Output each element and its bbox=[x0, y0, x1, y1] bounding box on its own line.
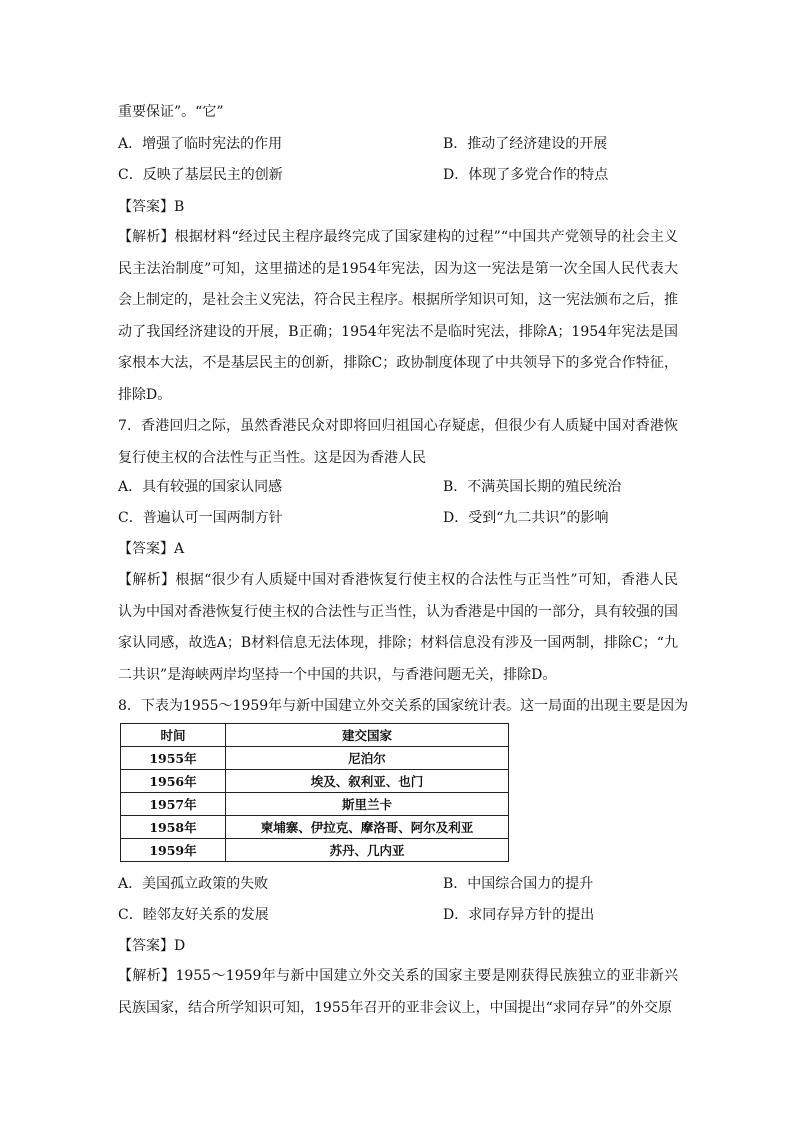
table-row bbox=[121, 839, 509, 862]
q8-option-d: D．求同存异方针的提出 bbox=[443, 907, 595, 923]
q6-option-c: C．反映了基层民主的创新 bbox=[118, 167, 283, 183]
cell-year: 1955年 bbox=[121, 747, 226, 770]
q8-analysis: 【解析】1955～1959年与新中国建立外交关系的国家主要是刚获得民族独立的亚非新兴民族国家，结合所学知识可知，1955年召开的亚非会议上，中国提出“求同存异”的外交原 bbox=[118, 968, 678, 1016]
q6-option-b: B．推动了经济建设的开展 bbox=[443, 136, 608, 152]
header-time: 时间 bbox=[121, 724, 226, 747]
cell-countries: 埃及、叙利亚、也门 bbox=[226, 770, 509, 793]
q8-option-c: C．睦邻友好关系的发展 bbox=[118, 907, 269, 923]
cell-countries: 尼泊尔 bbox=[226, 747, 509, 770]
q6-answer: 【答案】B bbox=[118, 199, 185, 215]
table-row bbox=[121, 747, 509, 770]
cell-year: 1957年 bbox=[121, 793, 226, 816]
cell-countries: 苏丹、几内亚 bbox=[226, 839, 509, 862]
q8-option-a: A．美国孤立政策的失败 bbox=[118, 876, 269, 892]
q6-option-a: A．增强了临时宪法的作用 bbox=[118, 136, 283, 152]
cell-countries: 斯里兰卡 bbox=[226, 793, 509, 816]
q6-option-d: D．体现了多党合作的特点 bbox=[443, 167, 609, 183]
cell-year: 1959年 bbox=[121, 839, 226, 862]
q8-stem: 8．下表为1955～1959年与新中国建立外交关系的国家统计表。这一局面的出现主要是因为 bbox=[118, 698, 689, 714]
q7-option-b: B．不满英国长期的殖民统治 bbox=[443, 479, 622, 495]
q8-option-b: B．中国综合国力的提升 bbox=[443, 876, 594, 892]
q7-answer: 【答案】A bbox=[118, 541, 185, 557]
header-countries: 建交国家 bbox=[226, 724, 509, 747]
q6-analysis: 【解析】根据材料“经过民主程序最终完成了国家建构的过程”“中国共产党领导的社会主义民主法治制度”可知，这里描述的是1954年宪法，因为这一宪法是第一次全国人民代表大会上制定的，是社会主义宪法，符合民主程序。根据所学知识可知，这一宪法颁布之后，推动了我国经济建设的开展，B正确；1954年宪法不是临时宪法，排除A；1954年宪法是国家根本大法，不是基层民主的创新，排除C；政协制度体现了中共领导下的多党合作特征，排除D。 bbox=[118, 229, 678, 403]
q8-answer: 【答案】D bbox=[118, 938, 186, 954]
cell-year: 1958年 bbox=[121, 816, 226, 839]
q7-option-d: D．受到“九二共识”的影响 bbox=[443, 510, 609, 526]
table-row bbox=[121, 770, 509, 793]
q7-stem: 7．香港回归之际，虽然香港民众对即将回归祖国心存疑虑，但很少有人质疑中国对香港恢复行使主权的合法性与正当性。这是因为香港人民 bbox=[118, 418, 678, 466]
cell-countries: 柬埔寨、伊拉克、摩洛哥、阿尔及利亚 bbox=[226, 816, 509, 839]
table-row bbox=[121, 793, 509, 816]
q7-option-a: A．具有较强的国家认同感 bbox=[118, 479, 283, 495]
table-header-row bbox=[121, 724, 509, 747]
diplomatic-relations-table bbox=[120, 723, 509, 862]
cell-year: 1956年 bbox=[121, 770, 226, 793]
q7-analysis: 【解析】根据“很少有人质疑中国对香港恢复行使主权的合法性与正当性”可知，香港人民认为中国对香港恢复行使主权的合法性与正当性，认为香港是中国的一部分，具有较强的国家认同感，故选A；B材料信息无法体现，排除；材料信息没有涉及一国两制，排除C；“九二共识”是海峡两岸均坚持一个中国的共识，与香港问题无关，排除D。 bbox=[118, 572, 678, 683]
table-row bbox=[121, 816, 509, 839]
q7-option-c: C．普遍认可一国两制方针 bbox=[118, 510, 283, 526]
q6-stem-tail: 重要保证”。“它” bbox=[118, 104, 224, 120]
